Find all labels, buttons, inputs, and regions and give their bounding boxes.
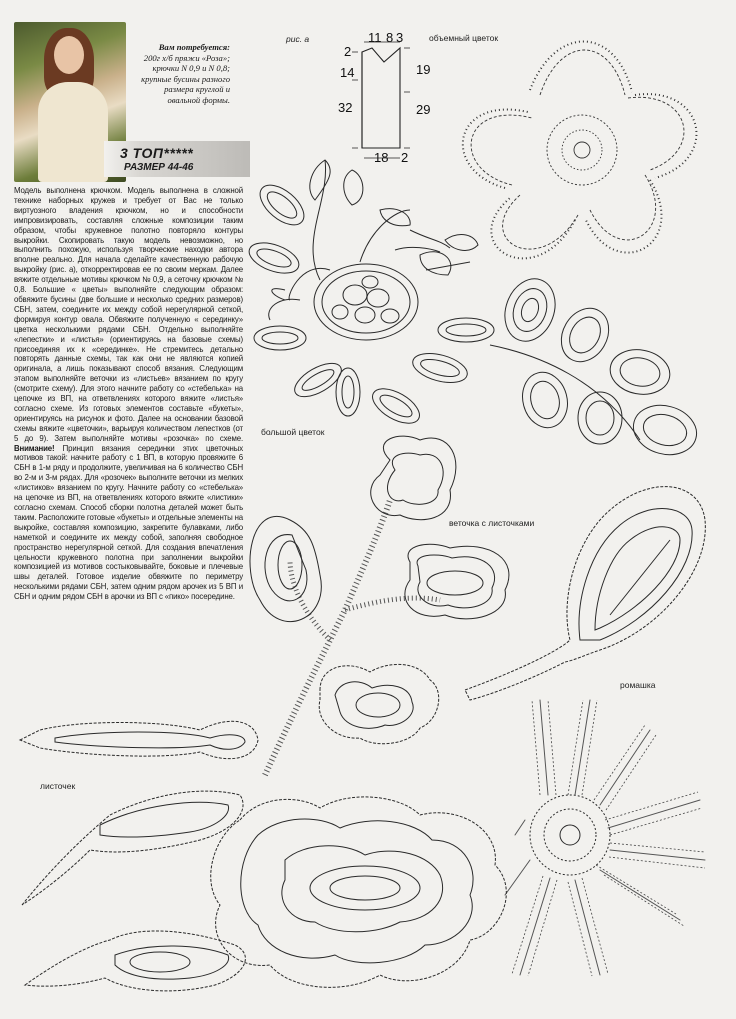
materials-line: крючки N 0,9 и N 0,8; xyxy=(152,63,230,74)
label-volume-flower: объемный цветок xyxy=(429,33,499,43)
pattern-outline xyxy=(352,42,410,158)
dim-top-a: 11 xyxy=(368,30,382,45)
attention-label: Внимание! xyxy=(14,443,55,453)
leaf-sprig-diagram xyxy=(490,272,702,462)
size-label: РАЗМЕР 44-46 xyxy=(124,162,194,173)
volume-flower-diagram xyxy=(463,41,697,258)
materials-line: 200г х/б пряжи «Роза»; xyxy=(143,52,230,63)
chamomile-diagram xyxy=(505,700,705,976)
dim-right-1: 19 xyxy=(416,62,431,77)
materials-heading: Вам потребуется: xyxy=(158,42,230,52)
instructions-paragraph: Модель выполнена крючком. Модель выполнена в сложной технике наборных кружев и требует от Вас не только виртуозного владения крючком, но и способности импровизировать, составляя сложные композиции таким образом, чтобы кружевное полотно повторяло контуры выкройки. Скопировать такую модель невозможно, но выполнить похожую, используя творческие находки автора вполне реально. Для начала сделайте качественную рабочую выкройку (рис. а), откорректировав ее по своим меркам. Далее вяжите отдельные мотивы крючком № 0,9, а сеточку крючком № 0,8. Большие « цветы» выполняйте следующим образом: обвяжите бусины (две большие и несколько средних размеров) СБН, затем, соедините их между собой нерегулярной сеткой, формируя контур овала. Обвяжите полученную « серединку» цветка несколькими рядами СБН. Отдельно выполняйте «лепестки» и «листья» (ориентируясь на базовые схемы) присоединяя их к «серединке». Не стремитесь детально повторять данные схемы, так как они не являются копией оригинала, а лишь показывают способ вязания. Следующим этапом выполняйте веточки из «листьев» вязанием по кругу (смотрите схему). Для этого начните работу со «стебелька» на цепочке из ВП, на ответвлениях которого вяжите «листья» согласно схеме. Из готовых элементов составьте «букеты», ориентируясь на рисунок и фото. Далее на основании базовой схемы вяжите «цветочки», варьируя количеством лепестков (от 5 до 9). Затем выполняйте мотивы «розочка» по схеме. xyxy=(14,186,243,443)
dim-top-b: 8 xyxy=(386,30,394,45)
dim-left-2: 14 xyxy=(340,65,355,80)
instructions-paragraph: Принцип вязания серединки этих цветочных мотивов такой: начните работу с 1 ВП, в которую провяжите 6 СБН в 1-м ряду и продолжите, увеличивая на 6 количество СБН во 2-м и 3-м рядах. Для «розочек» выполните веточки из мелких «листиков» вязанием по кругу. Начните работу со «стебелька» на цепочке из ВП, на ответвлениях которого вяжите «листики» согласно схемам. Способ сборки полотна деталей может быть таким. Расположите готовые «букеты» и отдельные элементы на выкройке, составляя композицию, закрепите булавками, либо наметкой и соедините их между собой, заполняя свободное пространство нерегулярной сеткой. Для создания впечатления цельности кружевного полотна при заполнении выкройки композицией из мотивов состыковывайте, боковые и плечевые швы деталей. Готовое изделие обвяжите по периметру несколькими рядами СБН, затем одним рядом арочек из 5 ВП и СБН и одним рядом СБН в арочки из ВП с «пико» посередине. xyxy=(14,443,243,602)
label-sprig: веточка с листочками xyxy=(449,518,535,528)
rose-diagram xyxy=(319,664,438,743)
long-leaf-diagram xyxy=(465,487,705,700)
sprig-diagram xyxy=(250,436,509,775)
materials-line: крупные бусины разного xyxy=(141,73,230,84)
pattern-label: рис. а xyxy=(286,34,310,44)
label-leaf: листочек xyxy=(40,781,76,791)
large-rose-diagram xyxy=(211,797,507,987)
label-big-flower: большой цветок xyxy=(261,427,325,437)
dim-bottom-b: 2 xyxy=(401,150,409,165)
dim-left-1: 2 xyxy=(344,44,352,59)
materials-line: размера круглой и xyxy=(164,84,230,95)
page-title: 3 ТОП***** xyxy=(120,145,194,161)
dim-left-3: 32 xyxy=(338,100,353,115)
dim-right-2: 29 xyxy=(416,102,431,117)
dim-top-c: 3 xyxy=(396,30,404,45)
big-flower-diagram xyxy=(245,160,494,430)
materials-line: овальной формы. xyxy=(167,94,230,105)
leaf-diagrams xyxy=(20,721,258,991)
label-chamomile: ромашка xyxy=(620,680,656,690)
dim-bottom-a: 18 xyxy=(374,150,389,165)
